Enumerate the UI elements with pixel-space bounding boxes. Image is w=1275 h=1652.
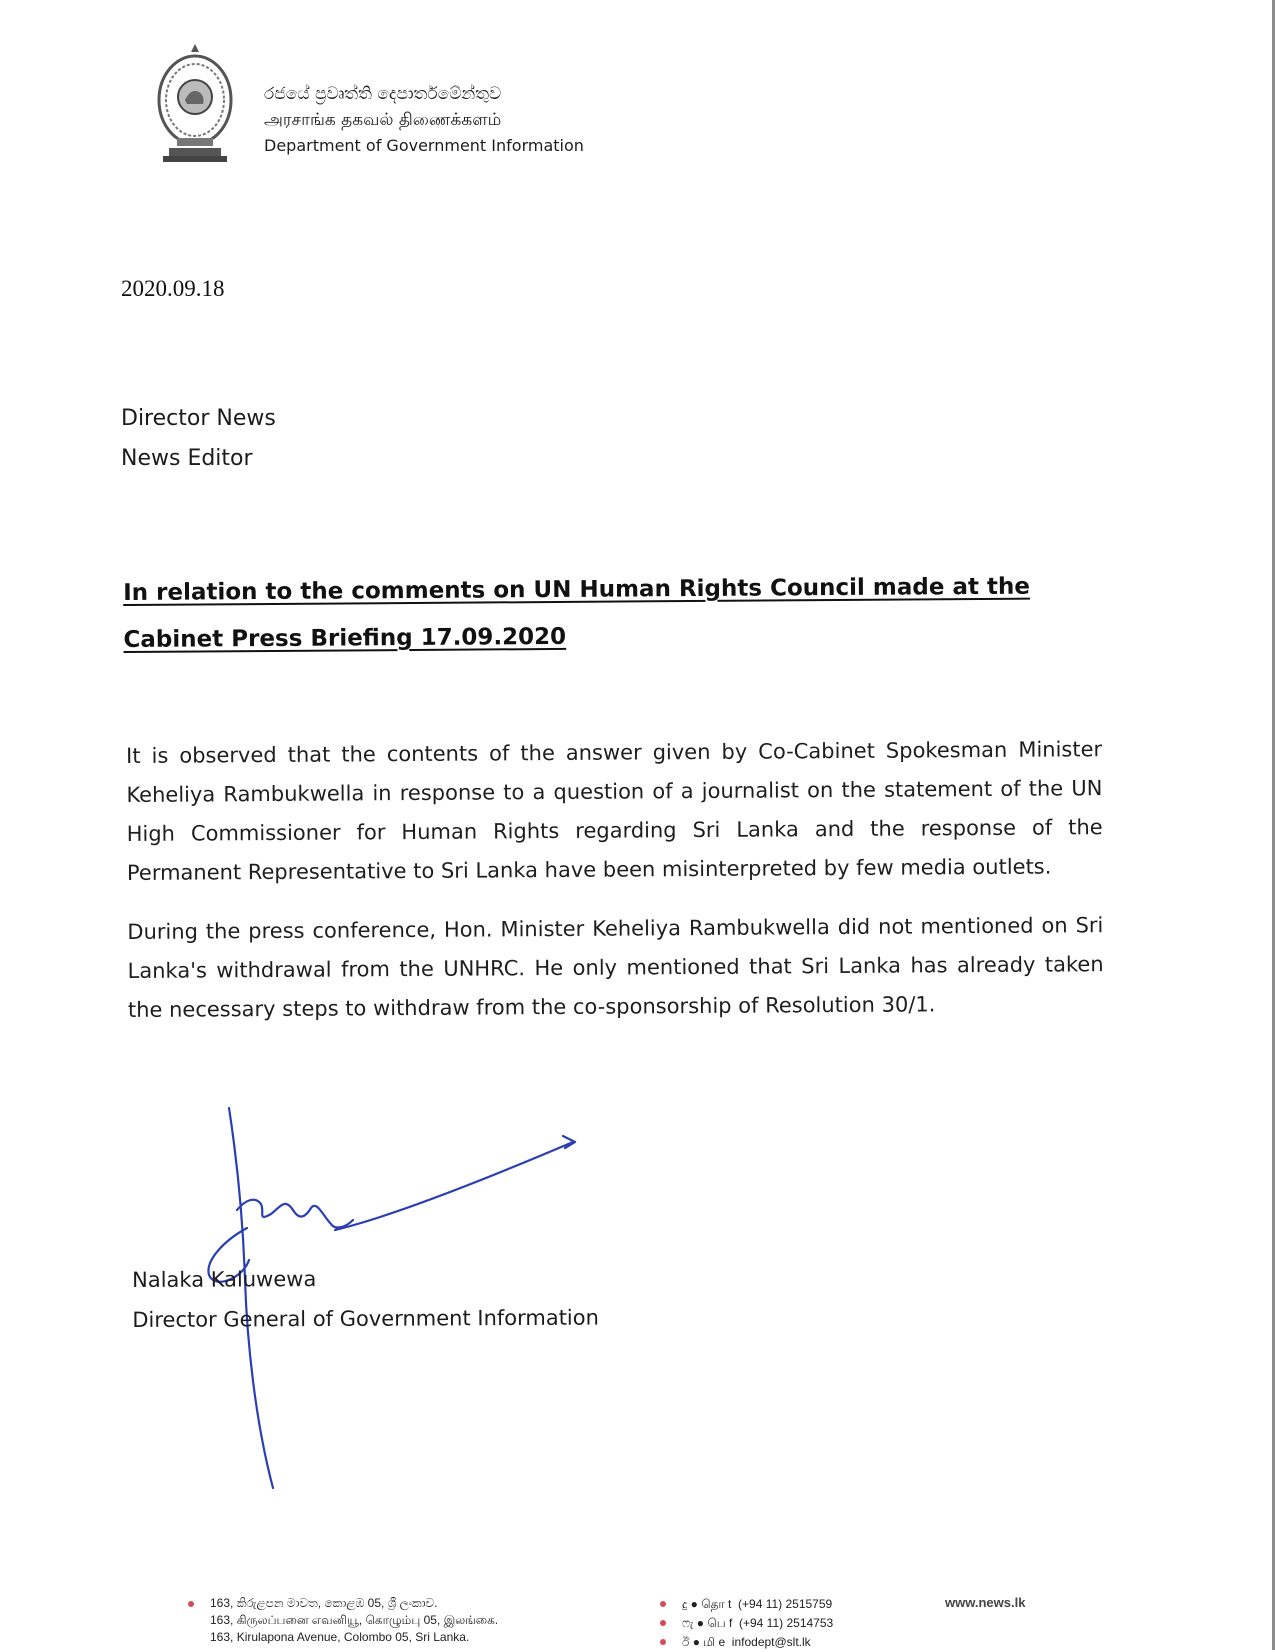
body-paragraph: During the press conference, Hon. Minister Keheliya Rambukwella did not mentioned on Sri Lanka's withdrawal from the UNHRC. He only mentioned that Sri Lanka has already taken the necessary steps to withdraw from the co-sponsorship of Resolution 30/1. (127, 913, 1104, 1022)
department-name-sinhala: රජයේ ප්‍රවෘත්ති දෙපාර්තමේන්තුව (264, 84, 502, 104)
footer (0, 1595, 1275, 1650)
recipients (121, 399, 276, 479)
address-line: 163, කිරුළපන මාවත, කොළඹ 05, ශ්‍රී ලංකාව. (188, 1595, 498, 1612)
signer-title: Director General of Government Information (132, 1305, 599, 1332)
subject-heading: In relation to the comments on UN Human Rights Council made at the Cabinet Press Briefing 17.09.2020 (123, 573, 1031, 653)
bullet-icon (660, 1620, 666, 1626)
fax-line: ෆැ ● பெ f (+94 11) 2514753 (660, 1614, 833, 1633)
footer-website: www.news.lk (945, 1595, 1026, 1610)
recipient-line: News Editor (121, 446, 253, 471)
signer-block (132, 1258, 599, 1340)
address-line: 163, Kirulapona Avenue, Colombo 05, Sri Lanka. (210, 1630, 470, 1644)
phone-line: දු ● தொ t (+94 11) 2515759 (660, 1595, 833, 1614)
department-name-block (264, 81, 584, 159)
footer-contacts (660, 1595, 833, 1652)
bullet-icon (188, 1601, 194, 1607)
government-emblem-icon (155, 42, 235, 164)
body-paragraph: It is observed that the contents of the answer given by Co-Cabinet Spokesman Minister Keheliya Rambukwella in response to a question of a journalist on the statement of the UN High Commissioner for Human Rights regarding Sri Lanka and the response of the Permanent Representative to Sri Lanka have been misinterpreted by few media outlets. (126, 737, 1103, 885)
bullet-icon (660, 1639, 666, 1645)
department-name-tamil: அரசாங்க தகவல் திணைக்களம் (264, 110, 502, 130)
letter-body (126, 730, 1104, 1050)
email-line: ඊ ● மி e infodept@slt.lk (660, 1633, 833, 1652)
recipient-line: Director News (121, 406, 276, 431)
bullet-icon (660, 1601, 666, 1607)
address-line: 163, கிருலப்பனை எவனியூ, கொழும்பு 05, இலங்கை. (210, 1613, 499, 1627)
signer-name: Nalaka Kaluwewa (132, 1267, 317, 1292)
letter-date: 2020.09.18 (121, 276, 225, 301)
footer-address (188, 1595, 498, 1646)
department-name-english: Department of Government Information (264, 136, 584, 155)
